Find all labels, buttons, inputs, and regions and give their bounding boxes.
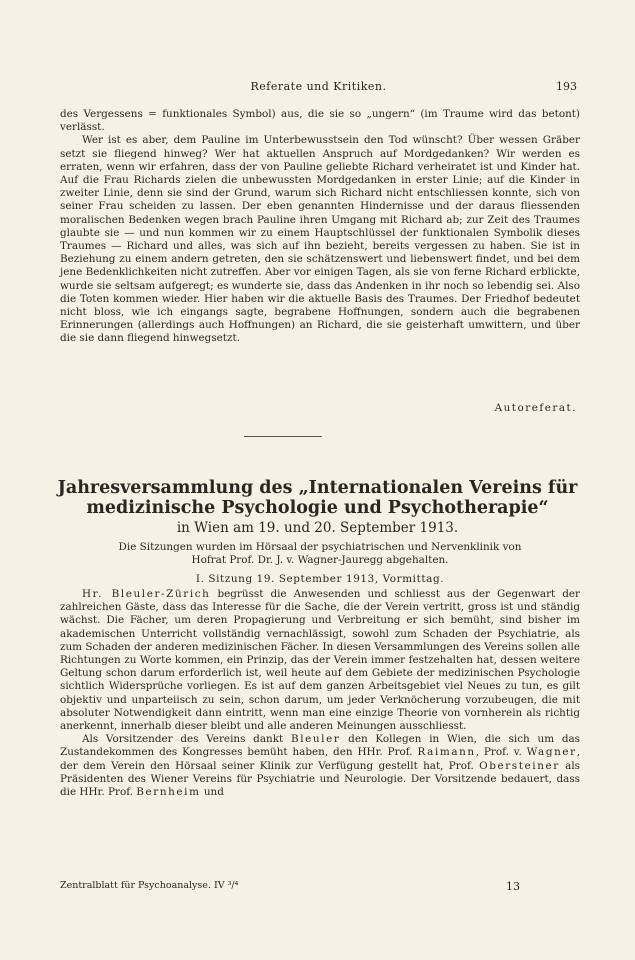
paragraph-4-text-b: den Kollegen in Wien, die sich um das Zustandekommen des Kongresses bemüht haben, den HHr. Prof.	[60, 733, 580, 759]
name-wagner: Wagner	[526, 746, 577, 759]
author-signature: Autoreferat.	[494, 402, 577, 414]
name-raimann: Raimann	[417, 746, 476, 759]
paragraph-4-text-d: , der dem Verein den Hörsaal seiner Klinik zur Verfügung gestellt hat, Prof.	[60, 746, 580, 772]
paragraph-2: Wer ist es aber, dem Pauline im Unterbewusstsein den Tod wünscht? Über wessen Gräber setzt sie fliegend hinweg? Wer hat aktuellen Anspruch auf Mordgedanken? Wir werden es erraten, wenn wir erfahren, dass der von Pauline geliebte Richard verheiratet ist und Kinder hat. Auf die Frau Richards zielen die unbewussten Mordgedanken in erster Linie; auf die Kinder in zweiter Linie, denn sie sind der Grund, warum sich Richard nicht entschliessen konnte, sich von seiner Frau scheiden zu lassen. Der eben genannten Hindernisse und der daraus fliessenden moralischen Bedenken wegen brach Pauline ihren Umgang mit Richard ab; zur Zeit des Traumes glaubte sie — und nun kommen wir zu einem Hauptschlüssel der funktionalen Symbolik dieses Traumes — Richard und alles, was sich auf ihn bezieht, bereits vergessen zu haben. Sie ist in Beziehung zu einem andern getreten, den sie schätzenswert und liebenswert findet, und bei dem jene Bedenklichkeiten nicht zutreffen. Aber vor einigen Tagen, als sie von ferne Richard erblickte, wurde sie seltsam aufgeregt; es wunderte sie, dass das Andenken in ihr noch so lebendig sei. Also die Toten kommen wieder. Hier haben wir die aktuelle Basis des Traumes. Der Friedhof bedeutet nicht bloss, wie ich eingangs sagte, begrabene Hoffnungen, sondern auch die begrabenen Erinnerungen (allerdings auch Hoffnungen) an Richard, die sie geisterhaft umwittern, und über die sie dann fliegend hinwegsetzt.	[60, 134, 580, 345]
section-divider	[244, 436, 322, 437]
page-footer	[60, 880, 580, 894]
venue-line-1: Die Sitzungen wurden im Hörsaal der psychiatrischen und Nervenklinik von	[118, 541, 522, 553]
paragraph-3-text: begrüsst die Anwesenden und schliesst aus der Gegenwart der zahlreichen Gäste, dass das Interesse für die Sache, die der Verein vertritt, gross ist und ständig wächst. Die Fächer, um deren Propagierung und Verbreitung er sich bemüht, sind bisher im akademischen Unterricht vollständig vernachlässigt, sowohl zum Schaden der Psychiatrie, als zum Schaden der anderen medizinischen Fächer. In diesen Versammlungen des Vereins sollen alle Richtungen zu Worte kommen, ein Prinzip, das der Verein immer festzehalten hat, dessen weitere Geltung schon darum erforderlich ist, weil heute auf dem Gebiete der medizinischen Psychologie sichtlich Widersprüche vorliegen. Es ist auf dem ganzen Arbeitsgebiet viel Neues zu tun, es gilt objektiv und unparteiisch zu sein, schon darum, um jeder Verknöcherung vorzubeugen, die mit absoluter Notwendigkeit dann eintritt, wenn man eine einzige Theorie von vornherein als richtig anerkennt, innerhalb dieser bleibt und alle anderen Meinungen ausschliesst.	[60, 588, 580, 733]
paragraph-3	[60, 588, 580, 733]
journal-citation: Zentralblatt für Psychoanalyse. IV ³/⁴	[60, 880, 239, 891]
venue-line-2: Hofrat Prof. Dr. J. v. Wagner-Jauregg abgehalten.	[191, 554, 449, 566]
page-number: 193	[556, 80, 577, 93]
section-1-text	[60, 108, 580, 346]
running-head	[60, 80, 577, 96]
paragraph-4-text-a: Als Vorsitzender des Vereins dankt	[82, 733, 291, 746]
name-bleuler: Bleuler	[290, 733, 341, 746]
paragraph-4-text-f: und	[200, 786, 224, 799]
paragraph-4	[60, 733, 580, 799]
speaker-name: Hr. Bleuler-Zürich	[82, 588, 211, 600]
name-bernheim: Bernheim	[136, 786, 201, 799]
paragraph-4-text-e: als Präsidenten des Wiener Vereins für Psychiatrie und Neurologie. Der Vorsitzende bedauert, dass die HHr. Prof.	[60, 759, 581, 799]
session-heading: I. Sitzung 19. September 1913, Vormittag.	[195, 573, 445, 585]
running-head-title: Referate und Kritiken.	[250, 80, 387, 93]
paragraph-1: des Vergessens = funktionales Symbol) aus, die sie so „ungern“ (im Traume wird das betont) verlässt.	[60, 108, 580, 134]
paragraph-4-text-c: , Prof. v.	[475, 746, 527, 759]
section-heading-line-1: Jahresversammlung des „Internationalen Vereins für	[57, 478, 578, 498]
section-heading-line-2: medizinische Psychologie und Psychotherapie“	[86, 498, 549, 518]
section-2-text	[60, 588, 580, 799]
signature-mark: 13	[506, 880, 520, 893]
name-obersteiner: Obersteiner	[479, 759, 560, 772]
section-heading-line-3: in Wien am 19. und 20. September 1913.	[176, 520, 459, 536]
